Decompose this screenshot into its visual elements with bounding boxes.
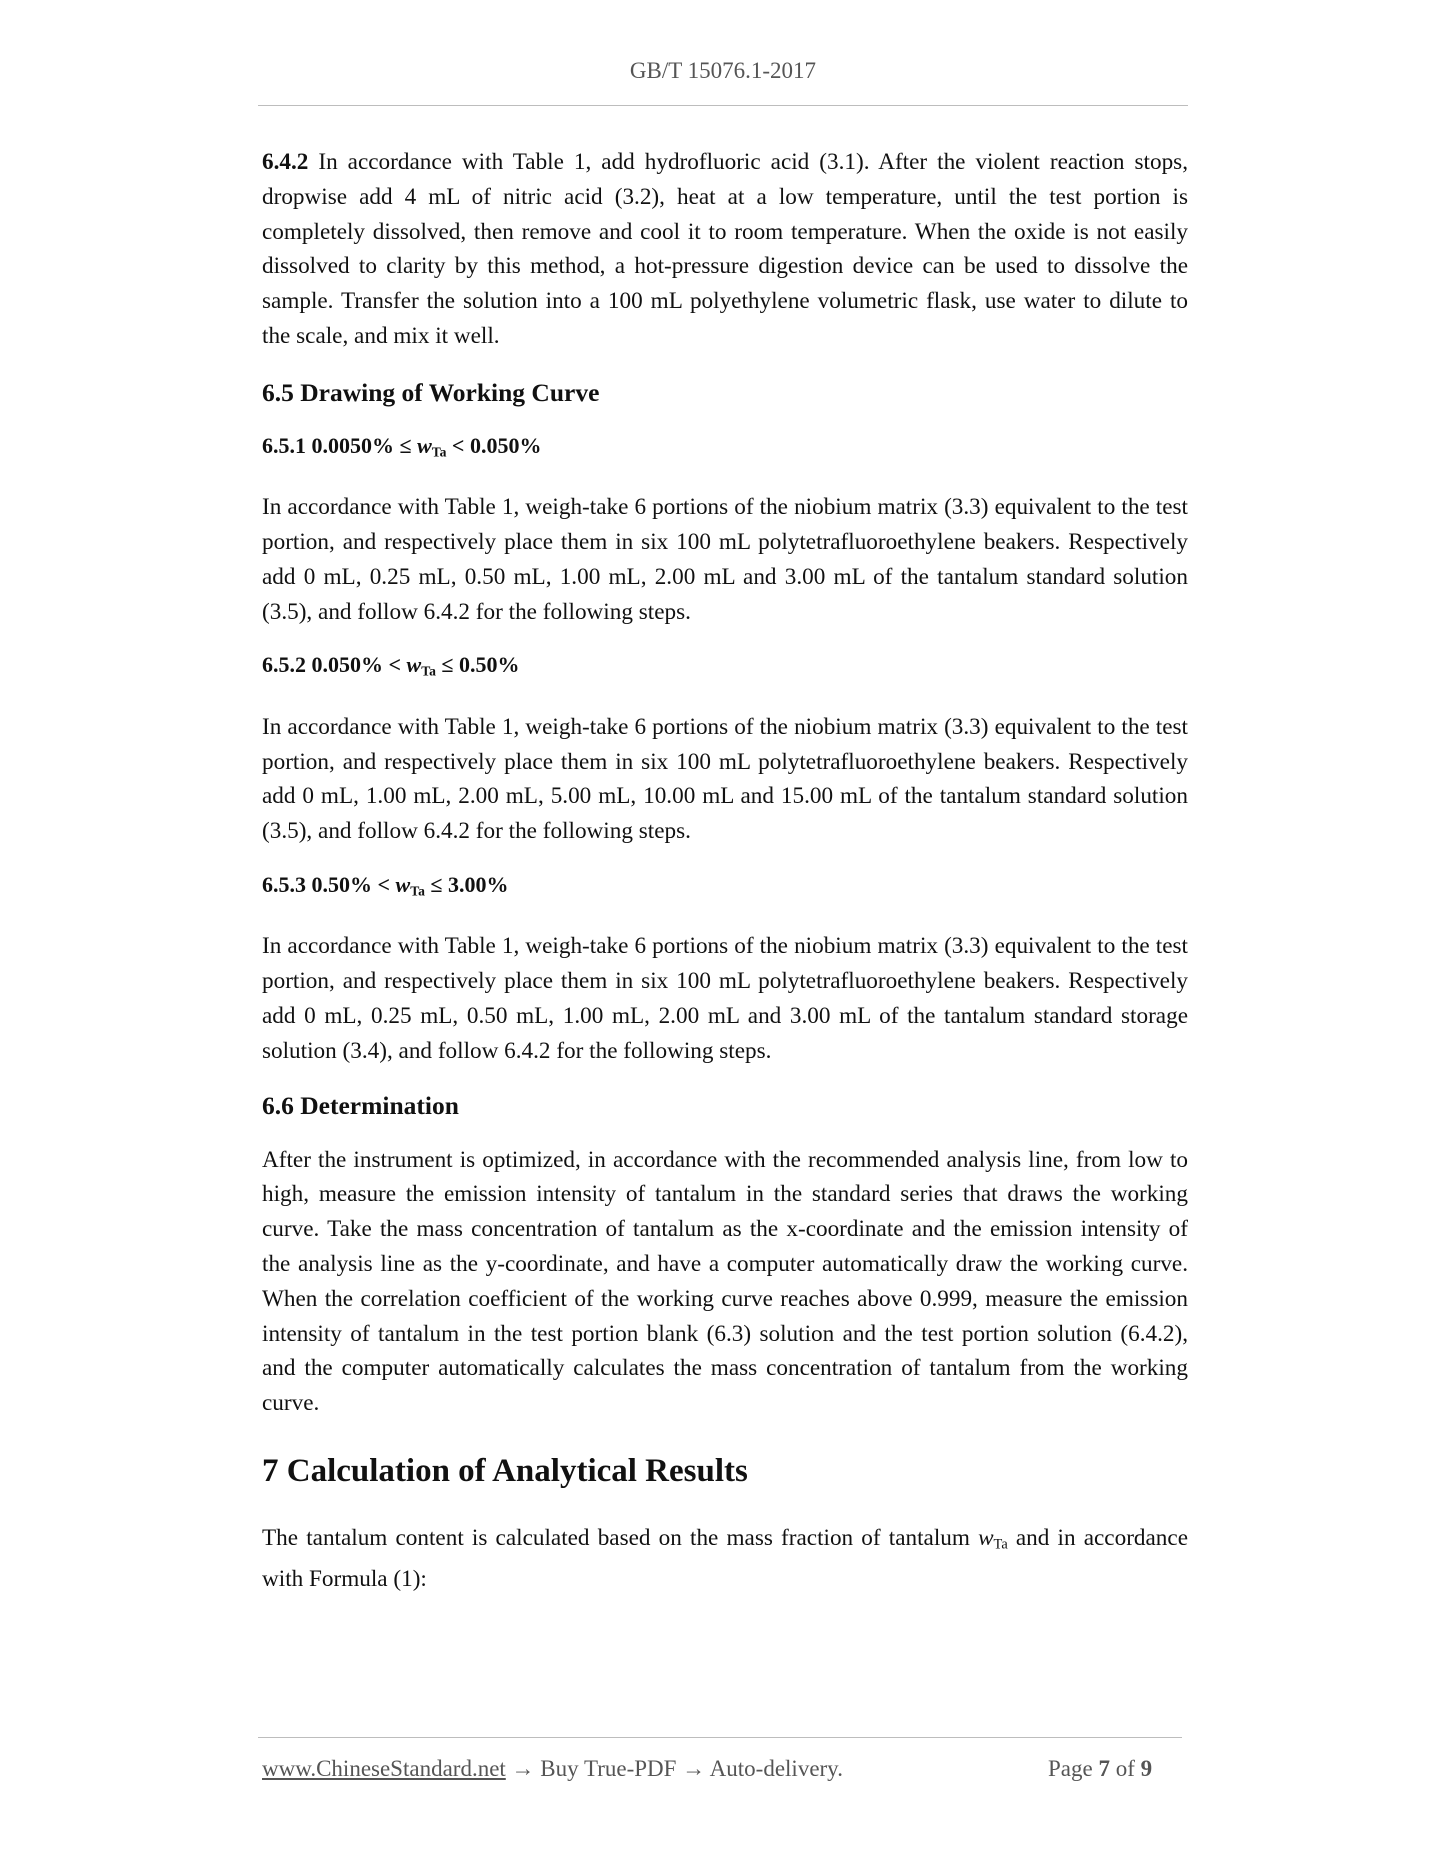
paragraph-7-subscript: Ta	[993, 1536, 1008, 1553]
heading-6-6: 6.6 Determination	[262, 1090, 459, 1120]
paragraph-6-5-3: In accordance with Table 1, weigh-take 6 portions of the niobium matrix (3.3) equivalent to the test portion, and respectively place them in six 100 mL polytetrafluoroethylene beakers. Respectively add 0 mL, 0.25 mL, 0.50 mL, 1.00 mL, 2.00 mL and 3.00 mL of the tantalum standard storage solution (3.4), and follow 6.4.2 for the following steps.	[262, 933, 1188, 1064]
footer-rule	[258, 1737, 1182, 1738]
heading-6-5-2-pre: 6.5.2 0.050% <	[262, 652, 407, 678]
heading-6-5-1-symbol: w	[417, 432, 432, 458]
paragraph-7-pre: The tantalum content is calculated based on the mass fraction of tantalum	[262, 1524, 979, 1551]
of-label: of	[1109, 1756, 1141, 1781]
heading-6-5-3-subscript: Ta	[410, 883, 425, 899]
page-total: 9	[1140, 1756, 1153, 1781]
paragraph-6-5-2: In accordance with Table 1, weigh-take 6 portions of the niobium matrix (3.3) equivalent to the test portion, and respectively place them in six 100 mL polytetrafluoroethylene beakers. Respectively add 0 mL, 1.00 mL, 2.00 mL, 5.00 mL, 10.00 mL and 15.00 mL of the tantalum standard solution (3.5), and follow 6.4.2 for the following steps.	[262, 713, 1188, 845]
delivery-text: Auto-delivery.	[705, 1756, 843, 1781]
heading-6-5-1-subscript: Ta	[431, 444, 447, 460]
header-rule	[258, 105, 1188, 106]
paragraph-6-4-2-text: In accordance with Table 1, add hydrofluoric acid (3.1). After the violent reaction stops, dropwise add 4 mL of nitric acid (3.2), heat at a low temperature, until the test portion is completely dissolved, then remove and cool it to room temperature. When the oxide is not easily dissolved to clarity by this method, a hot-pressure digestion device can be used to dissolve the sample. Transfer the solution into a 100 mL polyethylene volumetric flask, use water to dilute to the scale, and mix it well.	[262, 149, 1188, 349]
page-header: GB/T 15076.1-2017	[629, 58, 817, 83]
document-body	[262, 145, 1188, 1597]
paragraph-6-4-2	[262, 145, 1188, 354]
page-number: 7	[1098, 1756, 1110, 1781]
clause-number-6-4-2: 6.4.2	[262, 149, 309, 175]
website-link[interactable]: www.ChineseStandard.net	[262, 1756, 506, 1781]
heading-6-5-2-post: ≤ 0.50%	[435, 652, 520, 678]
page-indicator	[1048, 1756, 1152, 1782]
heading-6-5-1-post: < 0.050%	[446, 432, 542, 458]
heading-6-5-2-subscript: Ta	[421, 663, 436, 679]
arrow-icon: →	[511, 1756, 535, 1781]
heading-6-5-2	[262, 649, 1188, 687]
paragraph-6-5-1: In accordance with Table 1, weigh-take 6 portions of the niobium matrix (3.3) equivalent to the test portion, and respectively place them in six 100 mL polytetrafluoroethylene beakers. Respectively add 0 mL, 0.25 mL, 0.50 mL, 1.00 mL, 2.00 mL and 3.00 mL of the tantalum standard solution (3.5), and follow 6.4.2 for the following steps.	[262, 494, 1188, 625]
footer-promo	[262, 1756, 843, 1782]
heading-6-5: 6.5 Drawing of Working Curve	[262, 377, 600, 407]
heading-6-5-3-symbol: w	[395, 871, 411, 897]
heading-6-5-3-pre: 6.5.3 0.50% <	[262, 871, 396, 897]
heading-7: 7 Calculation of Analytical Results	[262, 1452, 748, 1489]
paragraph-6-6: After the instrument is optimized, in accordance with the recommended analysis line, from low to high, measure the emission intensity of tantalum in the standard series that draws the working curve. Take the mass concentration of tantalum as the x-coordinate and the emission intensity of the analysis line as the y-coordinate, and have a computer automatically draw the working curve. When the correlation coefficient of the working curve reaches above 0.999, measure the emission intensity of tantalum in the test portion blank (6.3) solution and the test portion solution (6.4.2), and the computer automatically calculates the mass concentration of tantalum from the working curve.	[262, 1146, 1188, 1417]
heading-6-5-1-pre: 6.5.1 0.0050% ≤	[262, 432, 418, 458]
heading-6-5-2-symbol: w	[406, 652, 422, 678]
buy-text: Buy True-PDF	[534, 1756, 683, 1781]
paragraph-7-post: and in accordance with Formula (1):	[262, 1524, 1188, 1593]
page-label: Page	[1048, 1756, 1099, 1781]
heading-6-5-3	[262, 869, 1188, 907]
paragraph-7	[262, 1521, 1188, 1597]
heading-6-5-1	[262, 430, 1188, 468]
arrow-icon: →	[682, 1756, 706, 1781]
heading-6-5-3-post: ≤ 3.00%	[424, 871, 509, 897]
paragraph-7-symbol: w	[978, 1524, 994, 1551]
